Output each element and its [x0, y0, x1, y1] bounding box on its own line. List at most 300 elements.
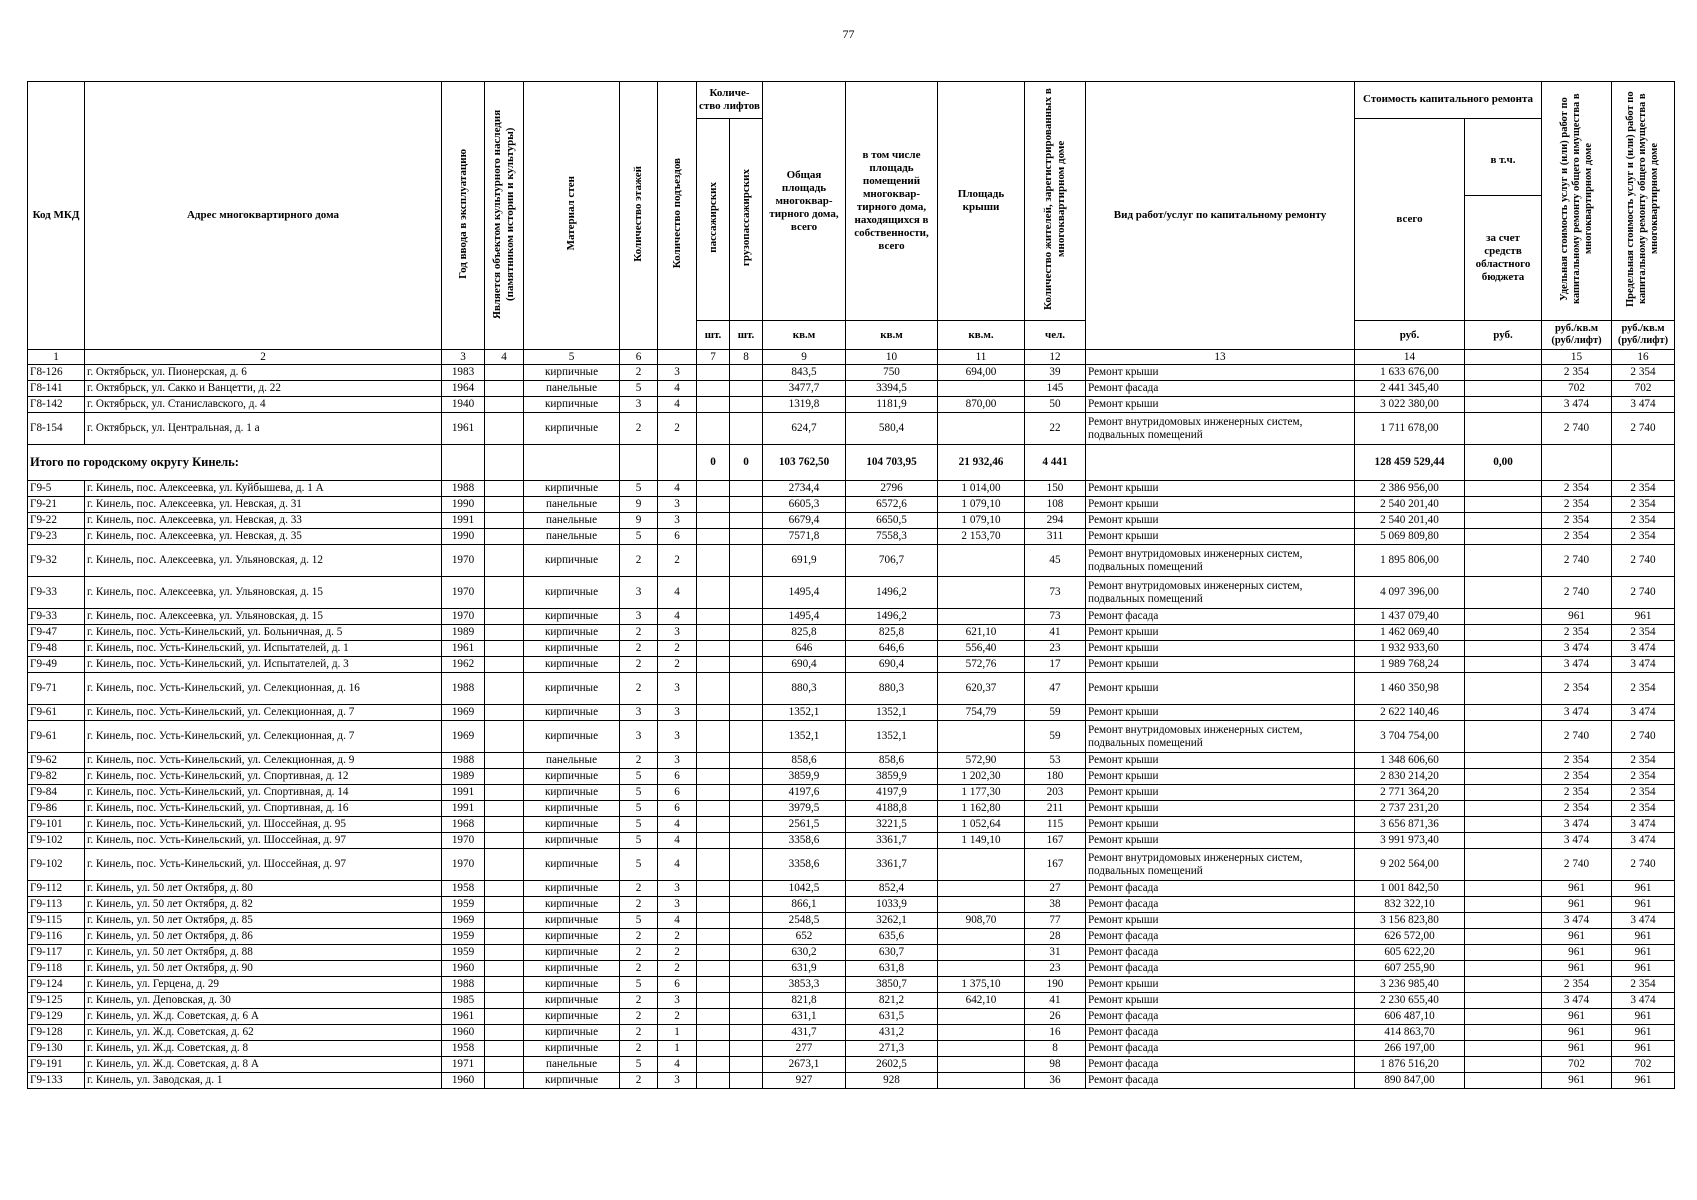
total-area: 103 762,50	[763, 445, 846, 481]
cell-total-area: 646	[763, 641, 846, 657]
cell-heritage	[485, 1041, 524, 1057]
cell-cost-regional	[1465, 545, 1542, 577]
table-row	[28, 381, 1675, 397]
cell-code: Г9-62	[28, 753, 85, 769]
cell-walls: кирпичные	[524, 705, 620, 721]
cell-roof-area	[938, 577, 1025, 609]
cell-year: 1988	[442, 753, 485, 769]
cell-lifts-passenger	[697, 801, 730, 817]
table-row	[28, 1009, 1675, 1025]
cell-lifts-cargo	[730, 1009, 763, 1025]
cell-entrances: 4	[658, 849, 697, 881]
cell-walls: кирпичные	[524, 993, 620, 1009]
cell-address: г. Кинель, пос. Усть-Кинельский, ул. Шоссейная, д. 97	[85, 849, 442, 881]
cell-roof-area: 908,70	[938, 913, 1025, 929]
cell-cost-total: 1 437 079,40	[1355, 609, 1465, 625]
cell-address: г. Октябрьск, ул. Сакко и Ванцетти, д. 22	[85, 381, 442, 397]
cell-lifts-passenger	[697, 1025, 730, 1041]
cell-lifts-passenger	[697, 609, 730, 625]
cell-address: г. Кинель, ул. Деповская, д. 30	[85, 993, 442, 1009]
table-row	[28, 897, 1675, 913]
unit-residents: чел.	[1025, 321, 1086, 350]
cell-max-cost: 2 740	[1612, 849, 1675, 881]
cell-cost-total: 2 441 345,40	[1355, 381, 1465, 397]
cell-residents: 53	[1025, 753, 1086, 769]
total-owned-area: 104 703,95	[846, 445, 938, 481]
cell-year: 1958	[442, 1041, 485, 1057]
cell-code: Г9-21	[28, 497, 85, 513]
cell-unit-cost: 961	[1542, 1025, 1612, 1041]
table-row	[28, 769, 1675, 785]
cell-residents: 108	[1025, 497, 1086, 513]
cell-cost-regional	[1465, 529, 1542, 545]
cell-residents: 73	[1025, 577, 1086, 609]
cell-cost-regional	[1465, 397, 1542, 413]
cell-total-area: 3853,3	[763, 977, 846, 993]
cell-total-area: 630,2	[763, 945, 846, 961]
cell-max-cost: 2 354	[1612, 801, 1675, 817]
cell-heritage	[485, 961, 524, 977]
cell-owned-area: 706,7	[846, 545, 938, 577]
cell-heritage	[485, 945, 524, 961]
cell-code: Г9-23	[28, 529, 85, 545]
cell-max-cost: 2 354	[1612, 625, 1675, 641]
cell-lifts-cargo	[730, 785, 763, 801]
total-lifts-passenger: 0	[697, 445, 730, 481]
cell-floors: 2	[620, 1025, 658, 1041]
col-num: 6	[620, 350, 658, 365]
cell-cost-regional	[1465, 801, 1542, 817]
cell-unit-cost: 2 354	[1542, 753, 1612, 769]
cell-roof-area: 1 162,80	[938, 801, 1025, 817]
cell-lifts-passenger	[697, 381, 730, 397]
cell-residents: 23	[1025, 961, 1086, 977]
cell-heritage	[485, 529, 524, 545]
cell-code: Г8-141	[28, 381, 85, 397]
cell-unit-cost: 3 474	[1542, 913, 1612, 929]
cell-cost-total: 2 540 201,40	[1355, 497, 1465, 513]
cell-walls: кирпичные	[524, 641, 620, 657]
cell-lifts-cargo	[730, 977, 763, 993]
header-cost-total: всего	[1355, 118, 1465, 321]
cell-year: 1991	[442, 513, 485, 529]
cell-floors: 3	[620, 721, 658, 753]
cell-work-type: Ремонт внутридомовых инженерных систем, подвальных помещений	[1086, 721, 1355, 753]
cell-walls: кирпичные	[524, 609, 620, 625]
cell-max-cost: 961	[1612, 881, 1675, 897]
total-empty	[620, 445, 658, 481]
cell-floors: 2	[620, 641, 658, 657]
cell-entrances: 2	[658, 641, 697, 657]
table-row	[28, 993, 1675, 1009]
cell-walls: панельные	[524, 497, 620, 513]
cell-floors: 2	[620, 673, 658, 705]
cell-code: Г9-22	[28, 513, 85, 529]
cell-heritage	[485, 769, 524, 785]
cell-max-cost: 2 354	[1612, 513, 1675, 529]
cell-heritage	[485, 577, 524, 609]
cell-cost-total: 605 622,20	[1355, 945, 1465, 961]
cell-roof-area	[938, 609, 1025, 625]
cell-roof-area	[938, 1009, 1025, 1025]
cell-total-area: 1495,4	[763, 577, 846, 609]
cell-code: Г9-118	[28, 961, 85, 977]
cell-cost-total: 2 230 655,40	[1355, 993, 1465, 1009]
cell-roof-area: 556,40	[938, 641, 1025, 657]
cell-entrances: 3	[658, 497, 697, 513]
header-address: Адрес многоквартирного дома	[85, 82, 442, 350]
cell-owned-area: 3361,7	[846, 833, 938, 849]
cell-lifts-cargo	[730, 577, 763, 609]
cell-code: Г9-33	[28, 577, 85, 609]
cell-walls: панельные	[524, 513, 620, 529]
cell-cost-total: 1 989 768,24	[1355, 657, 1465, 673]
cell-code: Г9-48	[28, 641, 85, 657]
cell-total-area: 691,9	[763, 545, 846, 577]
cell-lifts-cargo	[730, 881, 763, 897]
cell-entrances: 6	[658, 785, 697, 801]
cell-code: Г9-102	[28, 833, 85, 849]
cell-owned-area: 2602,5	[846, 1057, 938, 1073]
cell-lifts-passenger	[697, 721, 730, 753]
col-num: 4	[485, 350, 524, 365]
cell-cost-regional	[1465, 673, 1542, 705]
cell-cost-total: 1 348 606,60	[1355, 753, 1465, 769]
cell-work-type: Ремонт фасада	[1086, 929, 1355, 945]
cell-roof-area	[938, 381, 1025, 397]
cell-code: Г9-112	[28, 881, 85, 897]
cell-year: 1990	[442, 529, 485, 545]
cell-walls: кирпичные	[524, 929, 620, 945]
cell-residents: 26	[1025, 1009, 1086, 1025]
cell-walls: кирпичные	[524, 945, 620, 961]
cell-total-area: 825,8	[763, 625, 846, 641]
table-row	[28, 1073, 1675, 1089]
cell-total-area: 3979,5	[763, 801, 846, 817]
total-residents: 4 441	[1025, 445, 1086, 481]
cell-unit-cost: 702	[1542, 381, 1612, 397]
table-row	[28, 817, 1675, 833]
cell-floors: 9	[620, 513, 658, 529]
cell-lifts-cargo	[730, 705, 763, 721]
cell-year: 1964	[442, 381, 485, 397]
cell-work-type: Ремонт внутридомовых инженерных систем, подвальных помещений	[1086, 413, 1355, 445]
cell-lifts-cargo	[730, 657, 763, 673]
cell-cost-regional	[1465, 1041, 1542, 1057]
header-lifts-cargo: грузопассажирских	[730, 118, 763, 321]
cell-code: Г8-154	[28, 413, 85, 445]
cell-address: г. Кинель, пос. Алексеевка, ул. Ульяновская, д. 15	[85, 609, 442, 625]
cell-address: г. Кинель, ул. Герцена, д. 29	[85, 977, 442, 993]
cell-year: 1991	[442, 801, 485, 817]
cell-lifts-cargo	[730, 769, 763, 785]
cell-walls: кирпичные	[524, 365, 620, 381]
cell-cost-regional	[1465, 1057, 1542, 1073]
cell-code: Г9-116	[28, 929, 85, 945]
cell-lifts-passenger	[697, 897, 730, 913]
cell-cost-regional	[1465, 365, 1542, 381]
cell-heritage	[485, 801, 524, 817]
cell-lifts-cargo	[730, 545, 763, 577]
cell-total-area: 690,4	[763, 657, 846, 673]
cell-address: г. Кинель, ул. 50 лет Октября, д. 90	[85, 961, 442, 977]
cell-code: Г9-102	[28, 849, 85, 881]
cell-owned-area: 580,4	[846, 413, 938, 445]
cell-floors: 5	[620, 769, 658, 785]
cell-roof-area: 1 202,30	[938, 769, 1025, 785]
cell-cost-regional	[1465, 1009, 1542, 1025]
cell-floors: 5	[620, 785, 658, 801]
cell-year: 1988	[442, 673, 485, 705]
cell-lifts-cargo	[730, 961, 763, 977]
cell-cost-total: 3 991 973,40	[1355, 833, 1465, 849]
cell-code: Г9-61	[28, 705, 85, 721]
col-num: 13	[1086, 350, 1355, 365]
col-num: 11	[938, 350, 1025, 365]
cell-roof-area	[938, 1073, 1025, 1089]
cell-address: г. Кинель, ул. Ж.д. Советская, д. 62	[85, 1025, 442, 1041]
cell-entrances: 3	[658, 705, 697, 721]
cell-lifts-passenger	[697, 481, 730, 497]
cell-cost-regional	[1465, 609, 1542, 625]
cell-unit-cost: 2 354	[1542, 365, 1612, 381]
cell-walls: кирпичные	[524, 545, 620, 577]
cell-work-type: Ремонт крыши	[1086, 801, 1355, 817]
cell-residents: 41	[1025, 993, 1086, 1009]
cell-entrances: 2	[658, 961, 697, 977]
cell-floors: 2	[620, 929, 658, 945]
cell-cost-total: 607 255,90	[1355, 961, 1465, 977]
cell-work-type: Ремонт фасада	[1086, 1009, 1355, 1025]
cell-max-cost: 961	[1612, 1041, 1675, 1057]
cell-lifts-passenger	[697, 413, 730, 445]
cell-max-cost: 961	[1612, 609, 1675, 625]
cell-lifts-passenger	[697, 961, 730, 977]
cell-owned-area: 6650,5	[846, 513, 938, 529]
cell-total-area: 927	[763, 1073, 846, 1089]
cell-year: 1969	[442, 721, 485, 753]
cell-address: г. Кинель, пос. Усть-Кинельский, ул. Шоссейная, д. 97	[85, 833, 442, 849]
cell-floors: 2	[620, 625, 658, 641]
cell-walls: кирпичные	[524, 413, 620, 445]
cell-address: г. Октябрьск, ул. Центральная, д. 1 а	[85, 413, 442, 445]
cell-residents: 22	[1025, 413, 1086, 445]
cell-walls: кирпичные	[524, 481, 620, 497]
cell-entrances: 1	[658, 1041, 697, 1057]
cell-entrances: 4	[658, 833, 697, 849]
cell-owned-area: 630,7	[846, 945, 938, 961]
cell-owned-area: 1033,9	[846, 897, 938, 913]
cell-walls: панельные	[524, 753, 620, 769]
cell-owned-area: 4188,8	[846, 801, 938, 817]
cell-max-cost: 702	[1612, 1057, 1675, 1073]
cell-roof-area	[938, 1025, 1025, 1041]
cell-entrances: 1	[658, 1025, 697, 1041]
cell-residents: 27	[1025, 881, 1086, 897]
table-row	[28, 577, 1675, 609]
cell-entrances: 3	[658, 993, 697, 1009]
cell-total-area: 2548,5	[763, 913, 846, 929]
cell-cost-total: 890 847,00	[1355, 1073, 1465, 1089]
cell-lifts-cargo	[730, 529, 763, 545]
cell-cost-total: 606 487,10	[1355, 1009, 1465, 1025]
cell-cost-regional	[1465, 1025, 1542, 1041]
cell-roof-area	[938, 1041, 1025, 1057]
cell-year: 1971	[442, 1057, 485, 1073]
cell-roof-area: 870,00	[938, 397, 1025, 413]
table-row	[28, 481, 1675, 497]
cell-cost-total: 5 069 809,80	[1355, 529, 1465, 545]
cell-residents: 47	[1025, 673, 1086, 705]
cell-address: г. Кинель, пос. Усть-Кинельский, ул. Селекционная, д. 16	[85, 673, 442, 705]
cell-floors: 2	[620, 1073, 658, 1089]
cell-max-cost: 961	[1612, 961, 1675, 977]
unit-unit-cost: руб./кв.м (руб/лифт)	[1542, 321, 1612, 350]
cell-unit-cost: 2 354	[1542, 529, 1612, 545]
table-row	[28, 881, 1675, 897]
cell-roof-area	[938, 849, 1025, 881]
cell-unit-cost: 2 740	[1542, 577, 1612, 609]
cell-year: 1989	[442, 625, 485, 641]
cell-lifts-passenger	[697, 977, 730, 993]
cell-cost-regional	[1465, 849, 1542, 881]
cell-residents: 23	[1025, 641, 1086, 657]
cell-heritage	[485, 929, 524, 945]
cell-address: г. Кинель, пос. Усть-Кинельский, ул. Спортивная, д. 16	[85, 801, 442, 817]
cell-roof-area: 1 375,10	[938, 977, 1025, 993]
header-max-cost: Предельная стоимость услуг и (или) работ по капитальному ремонту общего имущества в многоквартирном доме	[1612, 82, 1675, 321]
table-row	[28, 497, 1675, 513]
cell-max-cost: 961	[1612, 1009, 1675, 1025]
cell-cost-total: 1 001 842,50	[1355, 881, 1465, 897]
cell-code: Г9-133	[28, 1073, 85, 1089]
table-row	[28, 413, 1675, 445]
cell-lifts-passenger	[697, 881, 730, 897]
header-regional-budget: за счет средств областного бюджета	[1475, 232, 1531, 284]
col-num: 14	[1355, 350, 1465, 365]
cell-unit-cost: 2 354	[1542, 673, 1612, 705]
header-lifts: Количе-ство лифтов	[697, 82, 763, 119]
cell-residents: 73	[1025, 609, 1086, 625]
cell-lifts-passenger	[697, 929, 730, 945]
cell-total-area: 1319,8	[763, 397, 846, 413]
cell-year: 1959	[442, 897, 485, 913]
cell-heritage	[485, 849, 524, 881]
cell-max-cost: 3 474	[1612, 913, 1675, 929]
table-row	[28, 1025, 1675, 1041]
cell-owned-area: 3850,7	[846, 977, 938, 993]
cell-year: 1959	[442, 929, 485, 945]
cell-heritage	[485, 1025, 524, 1041]
cell-residents: 98	[1025, 1057, 1086, 1073]
cell-lifts-passenger	[697, 785, 730, 801]
cell-walls: кирпичные	[524, 849, 620, 881]
cell-lifts-cargo	[730, 1073, 763, 1089]
header-cost-regional	[1465, 118, 1542, 321]
cell-lifts-cargo	[730, 413, 763, 445]
cell-walls: кирпичные	[524, 1073, 620, 1089]
cell-total-area: 2673,1	[763, 1057, 846, 1073]
cell-heritage	[485, 381, 524, 397]
cell-floors: 2	[620, 1009, 658, 1025]
cell-roof-area: 1 052,64	[938, 817, 1025, 833]
cell-cost-regional	[1465, 497, 1542, 513]
cell-code: Г9-32	[28, 545, 85, 577]
cell-work-type: Ремонт крыши	[1086, 753, 1355, 769]
cell-total-area: 858,6	[763, 753, 846, 769]
cell-roof-area: 2 153,70	[938, 529, 1025, 545]
header-year: Год ввода в эксплуатацию	[442, 82, 485, 350]
cell-residents: 31	[1025, 945, 1086, 961]
cell-code: Г9-47	[28, 625, 85, 641]
cell-address: г. Кинель, пос. Усть-Кинельский, ул. Испытателей, д. 1	[85, 641, 442, 657]
total-cost: 128 459 529,44	[1355, 445, 1465, 481]
cell-code: Г9-125	[28, 993, 85, 1009]
cell-cost-regional	[1465, 945, 1542, 961]
cell-residents: 211	[1025, 801, 1086, 817]
cell-entrances: 3	[658, 673, 697, 705]
total-empty	[1542, 445, 1612, 481]
cell-year: 1968	[442, 817, 485, 833]
cell-year: 1960	[442, 1073, 485, 1089]
total-empty	[1612, 445, 1675, 481]
cell-lifts-cargo	[730, 481, 763, 497]
cell-floors: 5	[620, 913, 658, 929]
cell-total-area: 277	[763, 1041, 846, 1057]
cell-owned-area: 3221,5	[846, 817, 938, 833]
cell-year: 1985	[442, 993, 485, 1009]
cell-walls: кирпичные	[524, 897, 620, 913]
cell-total-area: 6679,4	[763, 513, 846, 529]
cell-cost-regional	[1465, 481, 1542, 497]
cell-address: г. Кинель, пос. Алексеевка, ул. Невская, д. 33	[85, 513, 442, 529]
cell-work-type: Ремонт внутридомовых инженерных систем, подвальных помещений	[1086, 577, 1355, 609]
cell-lifts-passenger	[697, 1009, 730, 1025]
table-row	[28, 849, 1675, 881]
cell-max-cost: 3 474	[1612, 833, 1675, 849]
cell-unit-cost: 2 740	[1542, 849, 1612, 881]
cell-owned-area: 3394,5	[846, 381, 938, 397]
total-regional: 0,00	[1465, 445, 1542, 481]
cell-heritage	[485, 881, 524, 897]
col-num: 1	[28, 350, 85, 365]
cell-max-cost: 3 474	[1612, 817, 1675, 833]
cell-entrances: 4	[658, 1057, 697, 1073]
cell-owned-area: 858,6	[846, 753, 938, 769]
cell-work-type: Ремонт крыши	[1086, 705, 1355, 721]
cell-code: Г9-117	[28, 945, 85, 961]
cell-cost-total: 1 633 676,00	[1355, 365, 1465, 381]
cell-floors: 5	[620, 801, 658, 817]
col-num: 2	[85, 350, 442, 365]
cell-floors: 3	[620, 609, 658, 625]
cell-unit-cost: 2 740	[1542, 545, 1612, 577]
cell-entrances: 4	[658, 397, 697, 413]
cell-cost-total: 832 322,10	[1355, 897, 1465, 913]
cell-lifts-cargo	[730, 381, 763, 397]
cell-owned-area: 3361,7	[846, 849, 938, 881]
cell-lifts-cargo	[730, 513, 763, 529]
table-row	[28, 609, 1675, 625]
cell-floors: 3	[620, 397, 658, 413]
cell-max-cost: 961	[1612, 1025, 1675, 1041]
cell-address: г. Кинель, пос. Алексеевка, ул. Невская, д. 35	[85, 529, 442, 545]
cell-total-area: 880,3	[763, 673, 846, 705]
cell-total-area: 2734,4	[763, 481, 846, 497]
cell-residents: 45	[1025, 545, 1086, 577]
cell-total-area: 7571,8	[763, 529, 846, 545]
cell-roof-area	[938, 545, 1025, 577]
